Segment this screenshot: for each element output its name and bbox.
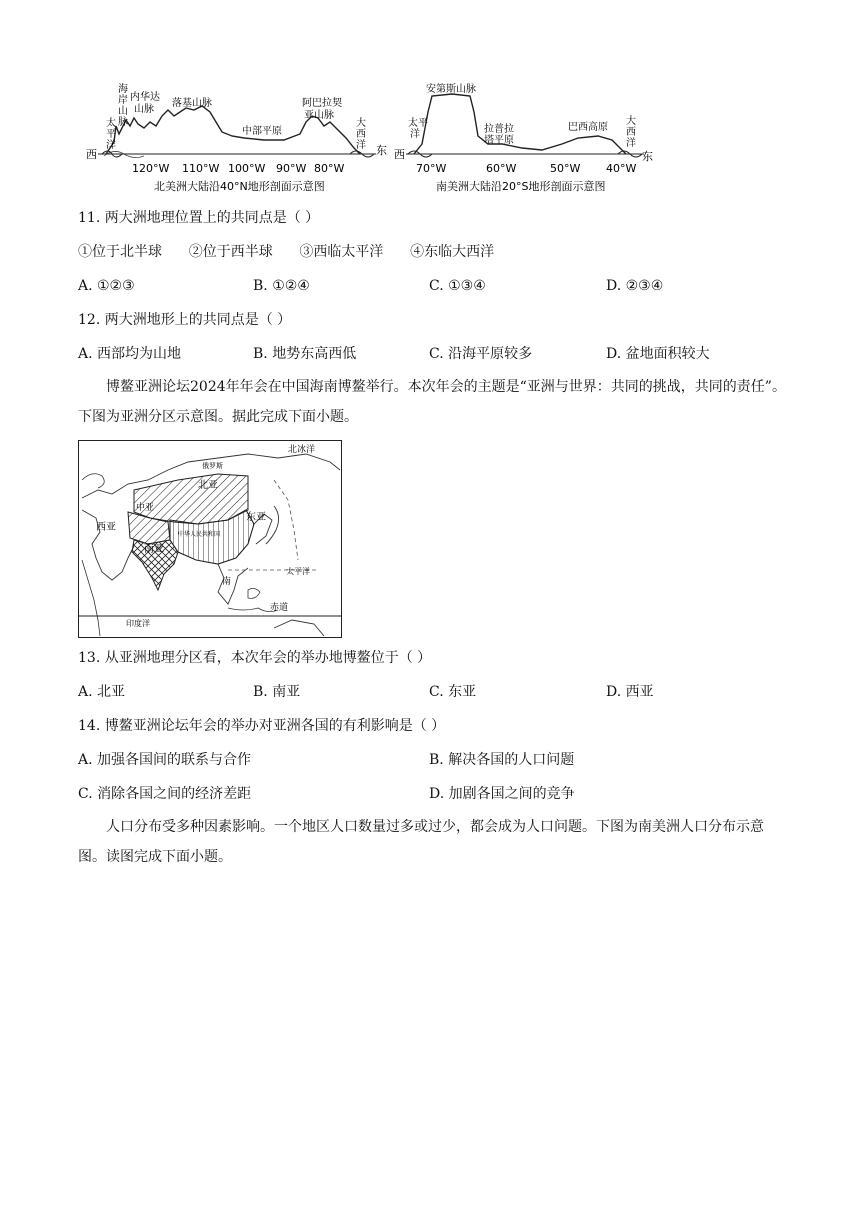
map-southeast-asia-label: 南 (222, 577, 232, 587)
sa-west-label: 西 (394, 148, 405, 161)
q12-option-d[interactable]: D. 盆地面积较大 (606, 346, 710, 362)
na-west-label: 西 (86, 148, 97, 161)
map-pacific-label: 太平洋 (286, 567, 310, 576)
na-pacific-label: 太 (106, 118, 116, 129)
na-nevada-label: 内华达 (130, 92, 160, 103)
na-appalachian-label: 阿巴拉契 (302, 98, 342, 109)
intro-boao-paragraph: 博鳌亚洲论坛2024年年会在中国海南博鳌举行。本次年会的主题是“亚洲与世界：共同的挑战，共同的责任”。下图为亚洲分区示意图。据此完成下面小题。 (78, 379, 786, 425)
na-atlantic-label: 大 (356, 118, 366, 129)
map-indian-ocean-label: 印度洋 (126, 619, 150, 628)
sa-atlantic-label: 大 (626, 116, 636, 127)
na-atlantic-label: 西 (356, 129, 366, 140)
q14-option-a[interactable]: A. 加强各国间的联系与合作 (78, 752, 252, 768)
q14-option-b[interactable]: B. 解决各国的人口问题 (429, 752, 575, 768)
sa-atlantic-label: 西 (626, 127, 636, 138)
sa-andes-label: 安第斯山脉 (426, 84, 476, 95)
na-tick: 100°W (228, 162, 266, 175)
q13-stem: 13. 从亚洲地理分区看，本次年会的举办地博鳌位于（ ） (78, 650, 432, 666)
q14-option-c[interactable]: C. 消除各国之间的经济差距 (78, 786, 252, 802)
sa-tick: 60°W (486, 162, 517, 175)
sa-profile-diagram (392, 82, 658, 194)
map-china-label: 中华人民共和国 (178, 531, 221, 538)
na-caption: 北美洲大陆沿40°N地形剖面示意图 (154, 180, 325, 193)
na-tick: 80°W (314, 162, 345, 175)
q11-option-a[interactable]: A. ①②③ (78, 278, 135, 294)
na-tick: 120°W (132, 162, 170, 175)
q12-option-b[interactable]: B. 地势东高西低 (253, 346, 357, 362)
map-east-asia-label: 东亚 (246, 512, 266, 523)
q13-option-d[interactable]: D. 西亚 (606, 684, 654, 700)
sa-laplata-label: 拉普拉 (484, 124, 514, 135)
sa-tick: 50°W (550, 162, 581, 175)
map-south-asia-label: 南亚 (144, 544, 164, 555)
q11-statements: ①位于北半球 ②位于西半球 ③西临太平洋 ④东临大西洋 (78, 244, 495, 260)
sa-caption: 南美洲大陆沿20°S地形剖面示意图 (436, 180, 606, 193)
q14-stem: 14. 博鳌亚洲论坛年会的举办对亚洲各国的有利影响是（ ） (78, 718, 446, 734)
map-north-asia-label: 北亚 (198, 480, 218, 491)
sa-atlantic-label: 洋 (626, 138, 636, 149)
map-equator-label: 赤道 (270, 603, 289, 613)
q14-option-d[interactable]: D. 加剧各国之间的竞争 (429, 786, 575, 802)
sa-tick: 40°W (606, 162, 637, 175)
sa-east-label: 东 (642, 150, 653, 163)
sa-pacific-label: 太平 (408, 118, 428, 129)
map-russia-label: 俄罗斯 (202, 462, 223, 470)
map-west-asia-label: 西亚 (96, 522, 116, 533)
q12-option-c[interactable]: C. 沿海平原较多 (429, 346, 533, 362)
na-profile-diagram (84, 82, 390, 194)
na-coast-range-label: 海 (118, 84, 128, 95)
na-pacific-label: 洋 (106, 140, 116, 151)
na-east-label: 东 (376, 144, 387, 157)
intro-population-paragraph: 人口分布受多种因素影响。一个地区人口数量过多或过少，都会成为人口问题。下图为南美洲人口分布示意图。读图完成下面小题。 (78, 819, 764, 865)
sa-laplata-label: 塔平原 (484, 135, 514, 146)
na-atlantic-label: 洋 (356, 140, 366, 151)
q13-option-c[interactable]: C. 东亚 (429, 684, 477, 700)
na-pacific-label: 平 (106, 129, 116, 140)
q12-stem: 12. 两大洲地形上的共同点是（ ） (78, 312, 292, 328)
na-coast-range-label: 山 (118, 106, 128, 117)
sa-brazil-label: 巴西高原 (568, 122, 608, 133)
map-central-asia-label: 中亚 (136, 503, 155, 513)
q13-option-b[interactable]: B. 南亚 (253, 684, 301, 700)
sa-pacific-label: 洋 (410, 129, 420, 140)
na-central-plain-label: 中部平原 (242, 126, 282, 137)
q11-option-b[interactable]: B. ①②④ (253, 278, 310, 294)
na-coast-range-label: 脉 (118, 117, 128, 128)
asia-regions-map (78, 440, 342, 638)
na-rocky-label: 落基山脉 (172, 98, 212, 109)
na-tick: 90°W (276, 162, 307, 175)
q13-option-a[interactable]: A. 北亚 (78, 684, 126, 700)
na-tick: 110°W (182, 162, 220, 175)
q11-stem: 11. 两大洲地理位置上的共同点是（ ） (78, 210, 320, 226)
na-appalachian-label: 亚山脉 (304, 110, 334, 121)
sa-tick: 70°W (416, 162, 447, 175)
map-arctic-label: 北冰洋 (288, 445, 316, 455)
q11-option-d[interactable]: D. ②③④ (606, 278, 664, 294)
na-coast-range-label: 岸 (118, 95, 128, 106)
na-nevada-label: 山脉 (134, 104, 154, 115)
q11-option-c[interactable]: C. ①③④ (429, 278, 486, 294)
q12-option-a[interactable]: A. 西部均为山地 (78, 346, 182, 362)
